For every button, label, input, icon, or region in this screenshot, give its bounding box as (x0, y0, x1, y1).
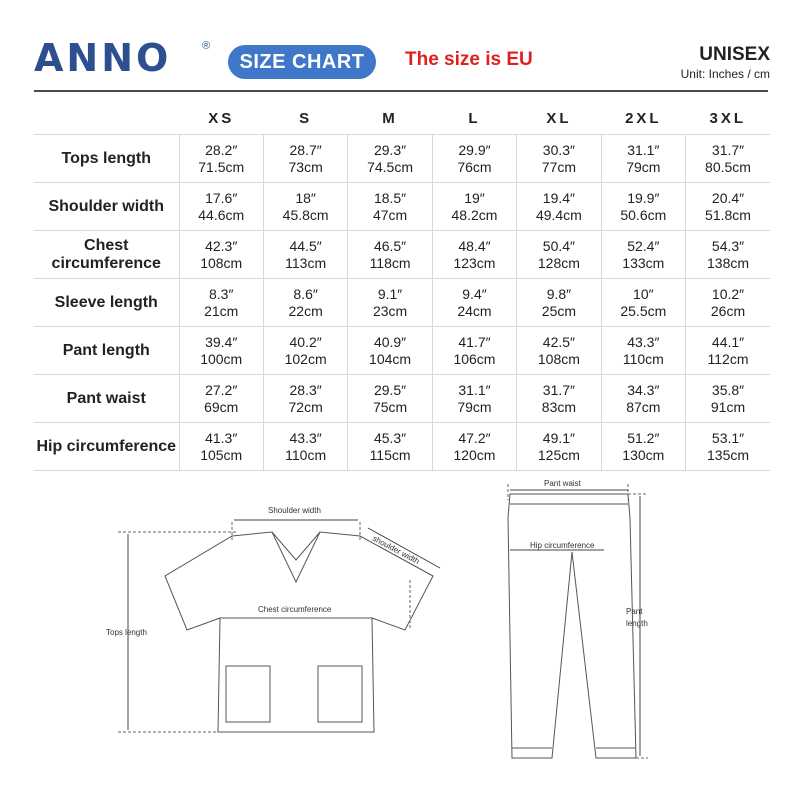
size-header: M (348, 102, 432, 135)
inch-value: 41.3″ (205, 429, 238, 446)
size-header: XS (179, 102, 263, 135)
size-header: L (432, 102, 516, 135)
cm-value: 77cm (541, 158, 577, 175)
left-pocket (226, 666, 270, 722)
inch-value: 9.4″ (462, 285, 487, 302)
cm-value: 138cm (707, 254, 750, 271)
pant-waist-label: Pant waist (544, 479, 581, 488)
size-cell (179, 231, 263, 279)
size-table-body (34, 135, 770, 471)
size-cell (601, 375, 685, 423)
table-row (34, 327, 770, 375)
size-cell (686, 375, 770, 423)
size-cell (263, 231, 347, 279)
inch-value: 39.4″ (205, 333, 238, 350)
pant-length-label-2: length (626, 619, 648, 628)
size-cell (348, 135, 432, 183)
cm-value: 45.8cm (282, 206, 329, 223)
inch-value: 40.2″ (289, 333, 322, 350)
size-cell (263, 183, 347, 231)
measurement-label: Shoulder width (34, 183, 179, 231)
inch-value: 49.1″ (542, 429, 575, 446)
inch-value: 29.3″ (373, 141, 407, 158)
cm-value: 120cm (453, 446, 496, 463)
cm-value: 128cm (537, 254, 580, 271)
cm-value: 108cm (537, 350, 580, 367)
cm-value: 91cm (710, 398, 746, 415)
cm-value: 22cm (288, 302, 323, 319)
registered-mark: ® (202, 40, 211, 52)
size-cell (517, 135, 601, 183)
cm-value: 110cm (285, 446, 327, 463)
inch-value: 28.7″ (289, 141, 322, 158)
size-header: 3XL (686, 102, 770, 135)
inch-value: 43.3″ (627, 333, 660, 350)
size-cell (686, 231, 770, 279)
cm-value: 112cm (707, 350, 749, 367)
pants-outline (508, 494, 636, 758)
size-cell (432, 135, 516, 183)
table-row (34, 135, 770, 183)
header-divider (34, 90, 768, 92)
cm-value: 79cm (457, 398, 492, 415)
cm-value: 87cm (626, 398, 661, 415)
cm-value: 135cm (707, 446, 750, 463)
hip-label: Hip circumference (530, 541, 595, 550)
cm-value: 25cm (541, 302, 577, 319)
cm-value: 75cm (372, 398, 408, 415)
inch-value: 43.3″ (289, 429, 322, 446)
size-cell (686, 135, 770, 183)
cm-value: 73cm (288, 158, 323, 175)
inch-value: 50.4″ (542, 237, 575, 254)
size-header: XL (517, 102, 601, 135)
inch-value: 19.9″ (627, 189, 660, 206)
cm-value: 74.5cm (367, 158, 414, 175)
right-pocket (318, 666, 362, 722)
inch-value: 29.5″ (373, 381, 407, 398)
inch-value: 28.3″ (289, 381, 322, 398)
sleeve-shoulder-label: shoulder width (371, 533, 421, 566)
size-cell (601, 135, 685, 183)
cm-value: 25.5cm (620, 302, 667, 319)
inch-value: 46.5″ (373, 237, 407, 254)
chest-label: Chest circumference (258, 605, 332, 614)
inch-value: 31.1″ (627, 141, 660, 158)
size-cell (179, 183, 263, 231)
inch-value: 17.6″ (205, 189, 238, 206)
inch-value: 31.7″ (711, 141, 745, 158)
size-table (34, 102, 770, 471)
inch-value: 51.2″ (627, 429, 660, 446)
cm-value: 115cm (369, 446, 411, 463)
size-header: 2XL (601, 102, 685, 135)
cm-value: 50.6cm (620, 206, 667, 223)
cm-value: 48.2cm (451, 206, 498, 223)
size-cell (179, 375, 263, 423)
size-cell (517, 327, 601, 375)
cm-value: 80.5cm (705, 158, 751, 175)
garment-diagram (0, 460, 800, 800)
size-cell (601, 183, 685, 231)
cm-value: 125cm (537, 446, 580, 463)
cm-value: 24cm (457, 302, 492, 319)
top-outline (165, 532, 433, 732)
inch-value: 19.4″ (542, 189, 575, 206)
inch-value: 45.3″ (373, 429, 407, 446)
size-cell (348, 183, 432, 231)
table-row (34, 231, 770, 279)
size-cell (686, 183, 770, 231)
inch-value: 27.2″ (205, 381, 238, 398)
inch-value: 9.8″ (546, 285, 572, 302)
eu-size-note: The size is EU (405, 49, 533, 70)
size-cell (263, 279, 347, 327)
inch-value: 31.7″ (542, 381, 575, 398)
size-cell (517, 183, 601, 231)
cm-value: 130cm (622, 446, 665, 463)
inch-value: 53.1″ (711, 429, 745, 446)
size-cell (432, 231, 516, 279)
size-cell (517, 375, 601, 423)
cm-value: 71.5cm (198, 158, 245, 175)
size-cell (517, 279, 601, 327)
cm-value: 110cm (622, 350, 664, 367)
cm-value: 106cm (453, 350, 496, 367)
inch-value: 20.4″ (711, 189, 745, 206)
gender-label: UNISEX (699, 44, 770, 65)
inch-value: 8.3″ (209, 285, 234, 302)
cm-value: 47cm (372, 206, 408, 223)
size-cell (686, 279, 770, 327)
header-spacer (34, 102, 179, 135)
inch-value: 41.7″ (458, 333, 491, 350)
inch-value: 10.2″ (711, 285, 745, 302)
inch-value: 42.5″ (542, 333, 575, 350)
measurement-label: Pant waist (34, 375, 179, 423)
table-row (34, 279, 770, 327)
size-cell (263, 375, 347, 423)
size-cell (348, 327, 432, 375)
cm-value: 49.4cm (535, 206, 582, 223)
cm-value: 72cm (288, 398, 323, 415)
size-cell (601, 327, 685, 375)
tops-length-label: Tops length (106, 628, 147, 637)
cm-value: 123cm (453, 254, 496, 271)
size-cell (348, 375, 432, 423)
cm-value: 79cm (626, 158, 661, 175)
inch-value: 44.5″ (289, 237, 322, 254)
inch-value: 30.3″ (542, 141, 575, 158)
cm-value: 133cm (622, 254, 665, 271)
size-cell (179, 135, 263, 183)
cm-value: 69cm (204, 398, 239, 415)
cm-value: 83cm (541, 398, 577, 415)
size-cell (348, 231, 432, 279)
cm-value: 26cm (710, 302, 746, 319)
inch-value: 10″ (633, 285, 654, 302)
inch-value: 54.3″ (711, 237, 745, 254)
inch-value: 42.3″ (205, 237, 238, 254)
measurement-label: Chest circumference (34, 231, 179, 279)
inch-value: 18″ (295, 189, 316, 206)
table-row (34, 375, 770, 423)
size-cell (348, 279, 432, 327)
cm-value: 23cm (372, 302, 408, 319)
size-cell (686, 327, 770, 375)
inch-value: 52.4″ (627, 237, 660, 254)
size-header: S (263, 102, 347, 135)
inch-value: 40.9″ (373, 333, 407, 350)
cm-value: 113cm (285, 254, 327, 271)
cm-value: 104cm (369, 350, 412, 367)
inch-value: 19″ (464, 189, 485, 206)
cm-value: 108cm (200, 254, 243, 271)
pant-length-label-1: Pant (626, 607, 643, 616)
size-cell (179, 279, 263, 327)
inch-value: 48.4″ (458, 237, 491, 254)
cm-value: 100cm (200, 350, 243, 367)
brand-logo: ANNO (34, 36, 172, 80)
measurement-label: Hip circumference (34, 423, 179, 471)
cm-value: 76cm (457, 158, 492, 175)
cm-value: 102cm (284, 350, 327, 367)
inch-value: 9.1″ (377, 285, 403, 302)
cm-value: 21cm (204, 302, 239, 319)
size-cell (517, 231, 601, 279)
inch-value: 18.5″ (373, 189, 407, 206)
size-chart-badge: SIZE CHART (228, 45, 376, 79)
inch-value: 47.2″ (458, 429, 491, 446)
size-header-row (34, 102, 770, 135)
size-cell (432, 375, 516, 423)
inch-value: 34.3″ (627, 381, 660, 398)
measurement-label: Tops length (34, 135, 179, 183)
inch-value: 29.9″ (458, 141, 491, 158)
size-cell (432, 327, 516, 375)
size-cell (179, 327, 263, 375)
inch-value: 28.2″ (205, 141, 238, 158)
shoulder-width-label: Shoulder width (268, 506, 321, 515)
cm-value: 44.6cm (198, 206, 245, 223)
size-cell (601, 279, 685, 327)
size-cell (601, 231, 685, 279)
table-row (34, 183, 770, 231)
size-cell (263, 327, 347, 375)
size-cell (432, 279, 516, 327)
size-cell (263, 135, 347, 183)
measurement-label: Pant length (34, 327, 179, 375)
inch-value: 31.1″ (458, 381, 491, 398)
cm-value: 118cm (369, 254, 411, 271)
size-cell (432, 183, 516, 231)
inch-value: 8.6″ (293, 285, 318, 302)
inch-value: 35.8″ (711, 381, 745, 398)
cm-value: 51.8cm (705, 206, 751, 223)
cm-value: 105cm (200, 446, 243, 463)
unit-label: Unit: Inches / cm (680, 67, 770, 81)
inch-value: 44.1″ (711, 333, 745, 350)
measurement-label: Sleeve length (34, 279, 179, 327)
